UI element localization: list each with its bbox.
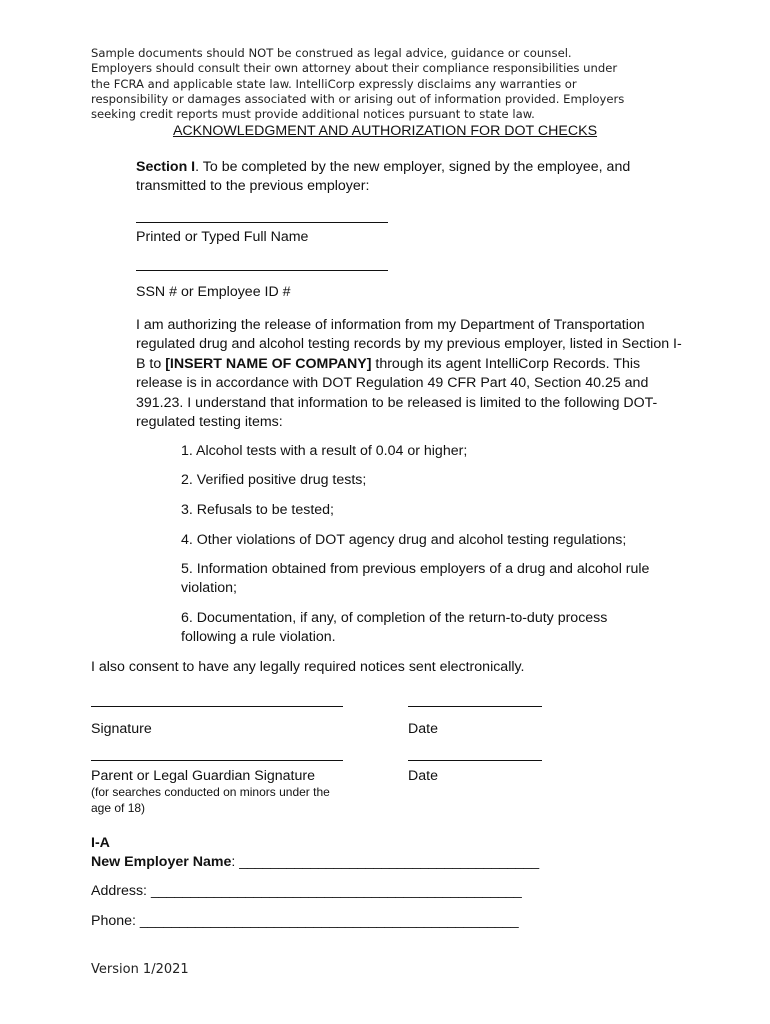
signature-field[interactable] (91, 706, 343, 707)
document-title: ACKNOWLEDGMENT AND AUTHORIZATION FOR DOT CHECKS (172, 123, 598, 139)
full-name-label: Printed or Typed Full Name (136, 229, 309, 245)
company-placeholder: [INSERT NAME OF COMPANY] (165, 355, 372, 372)
signature-label: Signature (91, 721, 152, 737)
guardian-date-field[interactable] (408, 760, 542, 761)
guardian-signature-label: Parent or Legal Guardian Signature (91, 768, 315, 784)
version-label: Version 1/2021 (91, 962, 189, 977)
signature-date-field[interactable] (408, 706, 542, 707)
guardian-signature-field[interactable] (91, 760, 343, 761)
address-field[interactable]: _______________________________________________ (150, 883, 522, 899)
address-label: Address: (91, 883, 151, 899)
testing-item-3: 3. Refusals to be tested; (181, 502, 335, 518)
authorization-text-1: I am authorizing the release of information from my Department of Transportation regulated drug and alcohol testing records by my previous employer, listed in Section I-B to (136, 317, 682, 372)
phone-field[interactable]: ________________________________________________ (139, 913, 519, 929)
authorization-text-2: through its agent IntelliCorp Records. This release is in accordance with DOT Regulation 49 CFR Part 40, Section 40.25 and 391.23. I understand that information to be released is limited to the following DOT-regulated testing items: (136, 355, 658, 431)
testing-item-5: 5. Information obtained from previous employers of a drug and alcohol rule violation; (181, 561, 650, 597)
ssn-label: SSN # or Employee ID # (136, 284, 291, 300)
testing-item-6: 6. Documentation, if any, of completion of the return-to-duty process following a rule violation. (181, 610, 608, 646)
section-ia-heading (91, 834, 110, 853)
section-1-intro (136, 158, 696, 197)
section-1-instructions: . To be completed by the new employer, signed by the employee, and transmitted to the previous employer: (136, 159, 631, 195)
ssn-field[interactable] (136, 270, 388, 271)
guardian-note: (for searches conducted on minors under the age of 18) (91, 785, 330, 815)
legal-disclaimer: Sample documents should NOT be construed as legal advice, guidance or counsel. Employers should consult their own attorney about their compliance responsibilities under the FCRA and applicable state law. IntelliCorp expressly disclaims any warranties or responsibility or damages associated with or arising out of information provided. Employers seeking credit reports must provide additional notices pursuant to state law. (91, 46, 625, 122)
testing-item-1: 1. Alcohol tests with a result of 0.04 or higher; (181, 443, 468, 459)
new-employer-name-row[interactable] (91, 853, 539, 872)
consent-statement: I also consent to have any legally required notices sent electronically. (91, 659, 525, 675)
authorization-paragraph (136, 316, 682, 432)
signature-date-label: Date (408, 721, 438, 737)
testing-item-2: 2. Verified positive drug tests; (181, 472, 367, 488)
phone-label: Phone: (91, 913, 140, 929)
address-row[interactable] (91, 882, 522, 901)
guardian-date-label: Date (408, 768, 438, 784)
section-1-label: Section I (136, 159, 196, 175)
new-employer-name-label: New Employer Name (91, 854, 232, 870)
section-ia-label: I-A (91, 835, 110, 851)
testing-item-4: 4. Other violations of DOT agency drug and alcohol testing regulations; (181, 532, 627, 548)
new-employer-name-field[interactable]: : ______________________________________ (231, 854, 540, 870)
full-name-field[interactable] (136, 222, 388, 223)
phone-row[interactable] (91, 912, 519, 931)
